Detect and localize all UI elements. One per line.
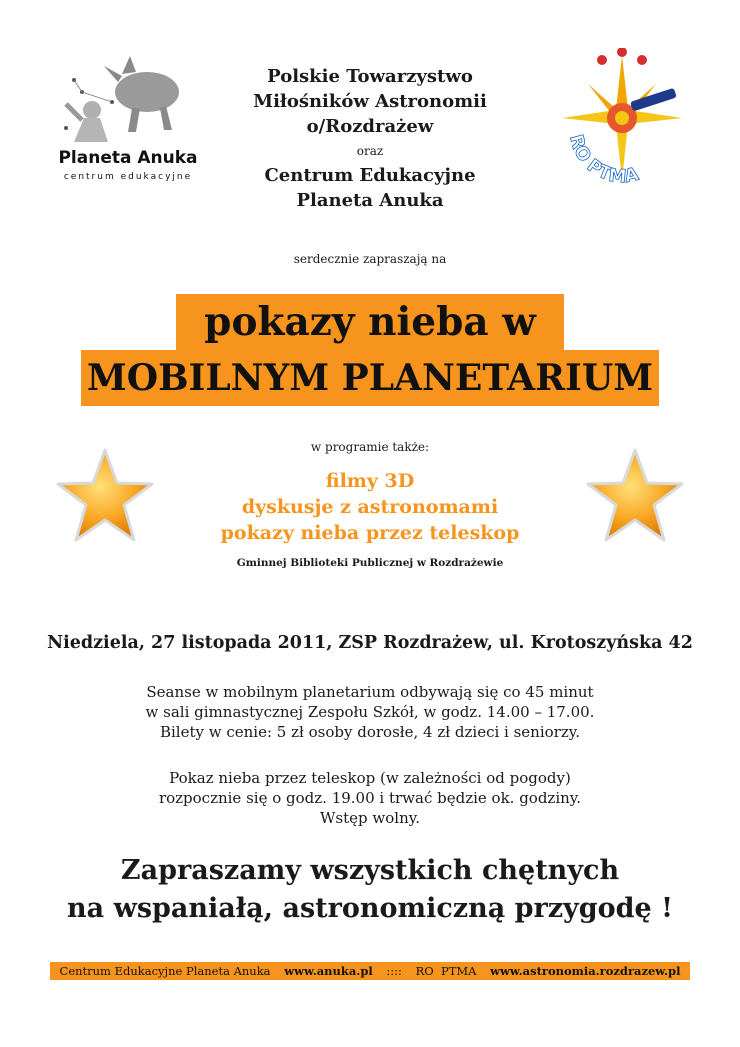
invite-text: serdecznie zapraszają na xyxy=(293,252,447,266)
info-line: Pokaz nieba przez teleskop (w zależności od pogody) xyxy=(169,769,571,787)
and-text: oraz xyxy=(356,144,384,158)
organizers xyxy=(0,64,740,213)
logo-subtitle: centrum edukacyjne xyxy=(63,172,193,182)
title-line2: MOBILNYM PLANETARIUM xyxy=(81,350,659,406)
star-icon xyxy=(54,446,156,546)
closing-line1: Zapraszamy wszystkich chętnych xyxy=(120,855,620,886)
footer-url1[interactable]: www.anuka.pl xyxy=(284,964,373,978)
program-note: Gminnej Biblioteki Publicznej w Rozdrażewie xyxy=(236,557,504,569)
info-line: Seanse w mobilnym planetarium odbywają się co 45 minut xyxy=(146,683,594,701)
info-block-telescope xyxy=(0,768,740,828)
closing-line2: na wspaniałą, astronomiczną przygodę ! xyxy=(67,893,673,924)
org1-line3: o/Rozdrażew xyxy=(306,116,434,137)
info-line: w sali gimnastycznej Zespołu Szkół, w godz. 14.00 – 17.00. xyxy=(145,703,595,721)
footer-org2: RO PTMA xyxy=(415,964,477,978)
program-item: pokazy nieba przez teleskop xyxy=(220,522,520,544)
title-line1-wrap xyxy=(0,294,740,350)
closing-invitation xyxy=(0,852,740,928)
footer-separator: :::: xyxy=(386,964,402,978)
program-item: filmy 3D xyxy=(325,470,415,492)
info-line: Wstęp wolny. xyxy=(320,809,420,827)
footer-bar xyxy=(50,962,690,980)
event-date-place: Niedziela, 27 listopada 2011, ZSP Rozdrażew, ul. Krotoszyńska 42 xyxy=(47,633,693,653)
info-line: Bilety w cenie: 5 zł osoby dorosłe, 4 zł dzieci i seniorzy. xyxy=(159,723,580,741)
footer-org1: Centrum Edukacyjne Planeta Anuka xyxy=(59,964,271,978)
info-block-planetarium xyxy=(0,682,740,742)
title-line1: pokazy nieba w xyxy=(176,294,564,350)
org1-line2: Miłośników Astronomii xyxy=(253,91,487,112)
org2-line1: Centrum Edukacyjne xyxy=(264,165,476,186)
logo-brand-name: Planeta Anuka xyxy=(58,148,198,168)
program-intro: w programie także: xyxy=(310,440,430,454)
star-icon xyxy=(584,446,686,546)
footer-url2[interactable]: www.astronomia.rozdrazew.pl xyxy=(490,964,681,978)
org1-line1: Polskie Towarzystwo xyxy=(267,66,473,87)
title-line2-wrap xyxy=(0,350,740,406)
program-item: dyskusje z astronomami xyxy=(241,496,499,518)
org2-line2: Planeta Anuka xyxy=(296,190,444,211)
logo-ring-text: RO PTMA xyxy=(565,132,641,188)
info-line: rozpocznie się o godz. 19.00 i trwać będzie ok. godziny. xyxy=(158,789,582,807)
